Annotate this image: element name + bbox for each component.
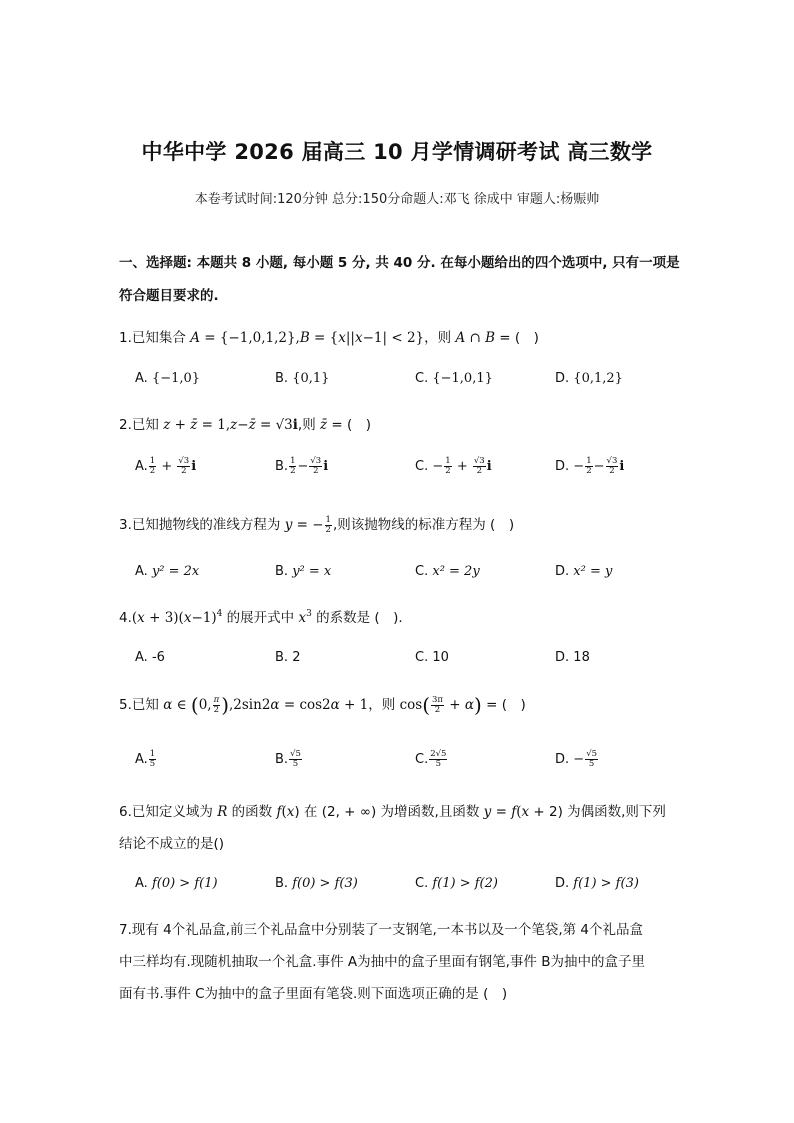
q6-option-b: B. f(0) > f(3)	[275, 876, 358, 891]
q1-option-b: B. {0,1}	[275, 371, 330, 386]
question-6-line1: 6.已知定义域为 R 的函数 f(x) 在 (2, + ∞) 为增函数,且函数 y = f(x + 2) 为偶函数,则下列	[119, 804, 666, 820]
question-4: $4.(x + 3)(x-1)^4$ 的展开式中 $x^3$ 的系数是 ( ).	[119, 609, 403, 626]
section-header-line1: 一、选择题: 本题共 8 小题, 每小题 5 分, 共 40 分. 在每小题给出的四个选项中, 只有一项是	[119, 255, 680, 271]
question-7-line3: 面有书.事件 C为抽中的盒子里面有笔袋.则下面选项正确的是 ( )	[119, 986, 508, 1002]
section-header-line2: 符合题目要求的.	[119, 288, 219, 304]
page-title: 中华中学 2026 届高三 10 月学情调研考试 高三数学	[141, 140, 653, 164]
q6-option-d: D. f(1) > f(3)	[555, 876, 639, 891]
question-7-line1: 7.现有 4个礼品盒,前三个礼品盒中分别装了一支钢笔,一本书以及一个笔袋,第 4个礼品盒	[119, 922, 644, 938]
q6-option-a: A. f(0) > f(1)	[135, 876, 218, 891]
question-3: 3.已知抛物线的准线方程为 y = − $\frac{1}{2}$ ,则该抛物线的标准方程为 ( )	[119, 514, 515, 535]
question-5: 5.已知 α ∈ (0, $\frac{\pi}{2}$ ),2sin2α = cos2α + 1，则 cos( $\frac{3\pi}{2}$ + α) = ( )	[119, 693, 526, 717]
q3-option-b: B. y² = x	[275, 564, 332, 579]
q3-option-d: D. x² = y	[555, 564, 613, 579]
q1-option-a: A. {−1,0}	[135, 371, 201, 386]
q2-option-a: A. $\frac{1}{2}$ + $\frac{√3}{2}$ i	[135, 456, 197, 476]
q6-option-c: C. f(1) > f(2)	[415, 876, 498, 891]
q4-option-a: A. -6	[135, 650, 165, 665]
q5-option-c: C. $\frac{2√5}{5}$	[415, 749, 447, 769]
question-7-line2: 中三样均有.现随机抽取一个礼盒.事件 A为抽中的盒子里面有钢笔,事件 B为抽中的盒子里	[119, 954, 645, 970]
q5-option-b: B. $\frac{√5}{5}$	[275, 749, 301, 769]
q5-option-d: D. − $\frac{√5}{5}$	[555, 749, 598, 769]
question-6-line2: 结论不成立的是()	[119, 836, 225, 852]
q4-option-d: D. 18	[555, 650, 590, 665]
question-2: 2.已知 z + z̄ = 1,z−z̄ = √3i,则 z̄ = ( )	[119, 417, 372, 433]
q3-option-c: C. x² = 2y	[415, 564, 480, 579]
q4-option-c: C. 10	[415, 650, 449, 665]
question-1: 1.已知集合 A = {−1,0,1,2},B = {x||x−1| < 2}，则 A ∩ B = ( )	[119, 330, 539, 346]
exam-info: 本卷考试时间:120分钟 总分:150分命题人:邓飞 徐成中 审题人:杨赈帅	[194, 192, 600, 207]
q1-option-d: D. {0,1,2}	[555, 371, 623, 386]
q1-option-c: C. {−1,0,1}	[415, 371, 493, 386]
q3-option-a: A. y² = 2x	[135, 564, 200, 579]
q2-option-c: C. − $\frac{1}{2}$ + $\frac{√3}{2}$ i	[415, 456, 492, 476]
q5-option-a: A. $\frac{1}{5}$	[135, 749, 156, 769]
q4-option-b: B. 2	[275, 650, 301, 665]
q2-option-b: B. $\frac{1}{2}$ − $\frac{√3}{2}$ i	[275, 456, 329, 476]
q2-option-d: D. − $\frac{1}{2}$ − $\frac{√3}{2}$ i	[555, 456, 625, 476]
